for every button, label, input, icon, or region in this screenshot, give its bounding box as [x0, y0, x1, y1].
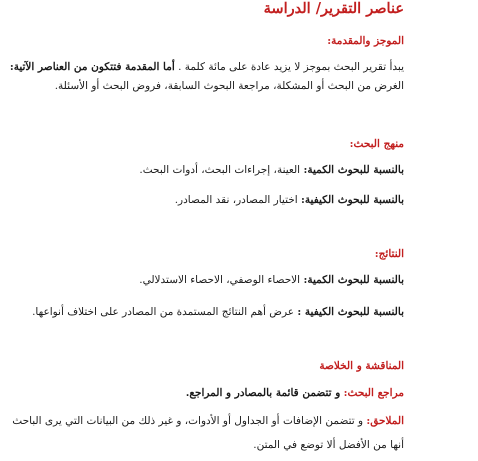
references-line — [186, 386, 404, 400]
results-qual-line — [32, 305, 404, 319]
appendices-line-1 — [12, 414, 404, 428]
results-quant-text: الاحصاء الوصفي، الاحصاء الاستدلالي. — [139, 274, 301, 286]
appendices-line-1-text: و تتضمن الإضافات أو الجداول أو الأدوات، و غير ذلك من البيانات التي يرى الباحث — [12, 415, 364, 427]
references-label: مراجع البحث: — [343, 387, 404, 399]
method-quant-text: العينة، إجراءات البحث، أدوات البحث. — [139, 164, 301, 176]
appendices-label: الملاحق: — [366, 415, 404, 427]
abstract-line-1-bold: أما المقدمة فتتكون من العناصر الآتية: — [9, 61, 175, 73]
abstract-line-2: الغرض من البحث أو المشكلة، مراجعة البحوث السابقة، فروض البحث أو الأسئلة. — [54, 80, 404, 92]
results-quant-line — [139, 273, 404, 287]
method-qual-label: بالنسبة للبحوث الكيفية: — [301, 194, 404, 206]
abstract-line-1 — [10, 60, 404, 74]
method-qual-text: اختيار المصادر، نقد المصادر. — [174, 194, 298, 206]
results-quant-label: بالنسبة للبحوث الكمية: — [303, 274, 404, 286]
appendices-line-2: أنها من الأفضل ألا توضع في المتن. — [253, 439, 404, 451]
abstract-heading: الموجز والمقدمة: — [327, 35, 404, 47]
method-quant-label: بالنسبة للبحوث الكمية: — [303, 164, 404, 176]
references-text: و تتضمن قائمة بالمصادر و المراجع. — [185, 387, 341, 399]
method-qual-line — [175, 193, 404, 207]
results-qual-text: عرض أهم النتائج المستمدة من المصادر على اختلاف أنواعها. — [32, 306, 295, 318]
document-title: عناصر التقرير/ الدراسة — [263, 0, 404, 17]
discussion-heading: المناقشة و الخلاصة — [319, 360, 404, 372]
abstract-line-1-text: يبدأ تقرير البحث بموجز لا يزيد عادة على مائة كلمة . — [178, 61, 404, 73]
method-heading: منهج البحث: — [349, 138, 404, 150]
results-qual-label: بالنسبة للبحوث الكيفية : — [297, 306, 404, 318]
results-heading: النتائج: — [374, 248, 404, 260]
method-quant-line — [139, 163, 404, 177]
